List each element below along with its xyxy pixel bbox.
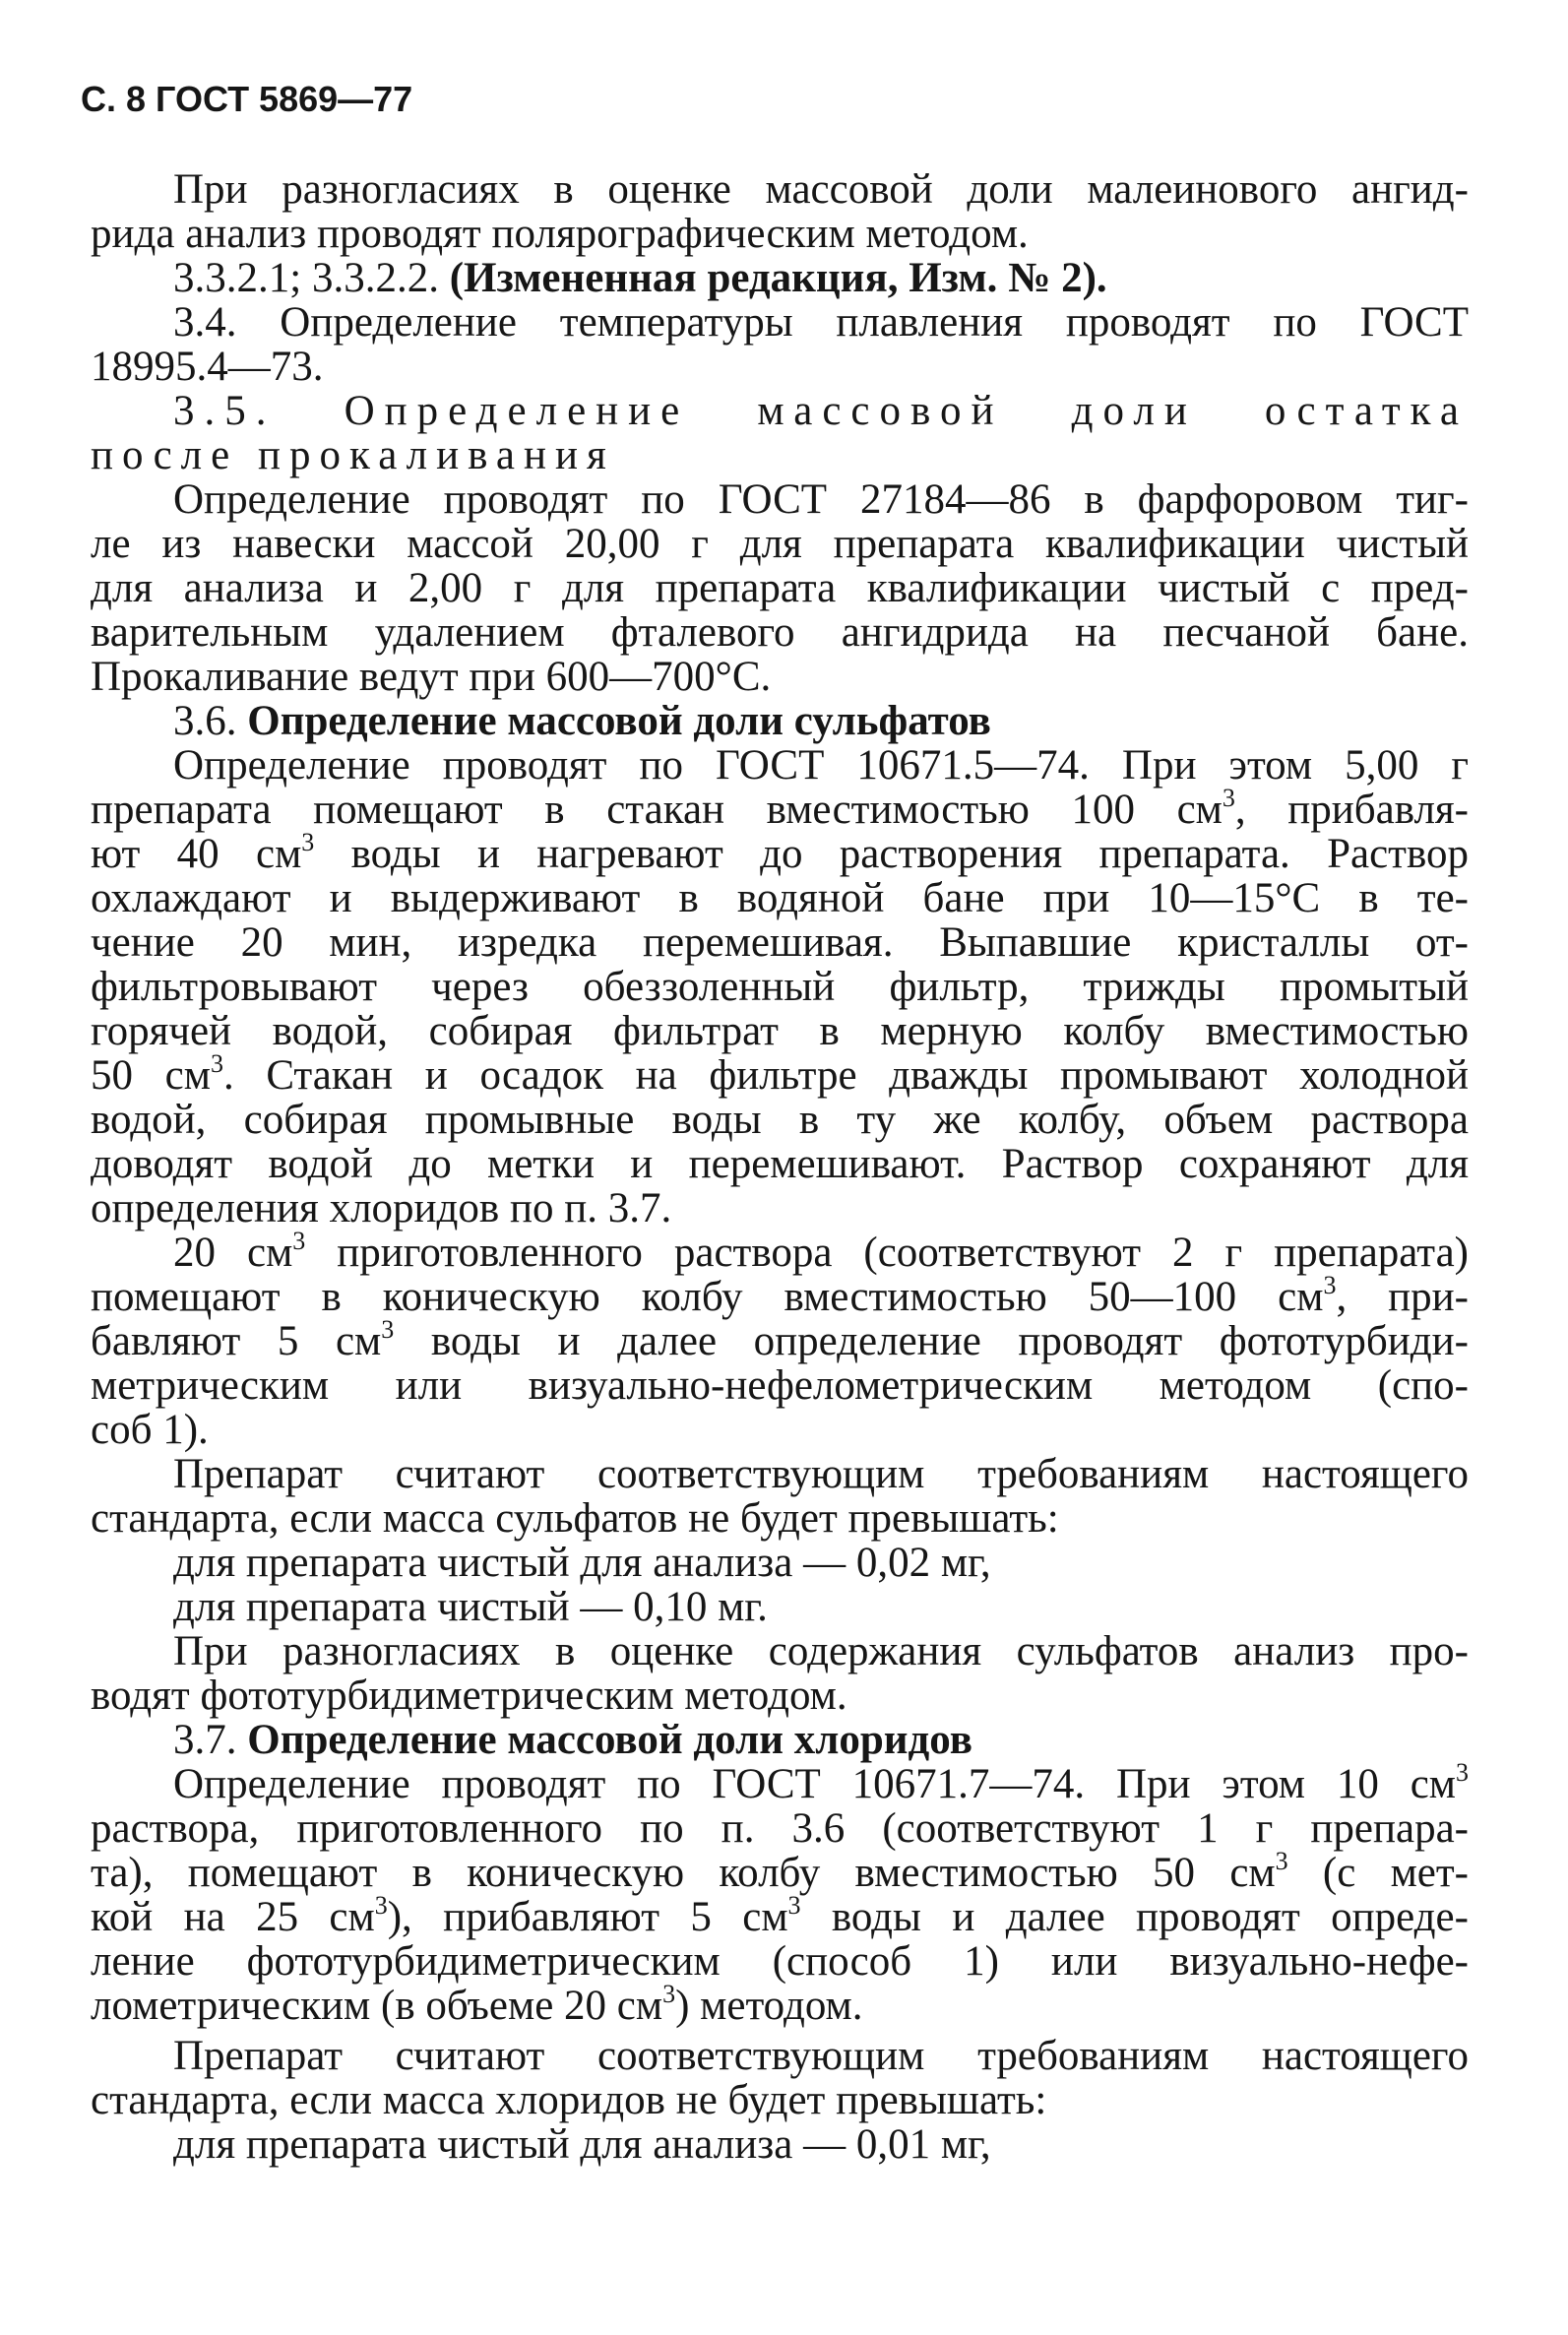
text-line (91, 920, 1469, 965)
line-text: ле из навески массой 20,00 г для препарата квалификации чистый (91, 521, 1469, 567)
text-line (91, 2078, 1469, 2122)
text-line (91, 2034, 1469, 2078)
text-line (91, 300, 1469, 345)
line-text: чение 20 мин, изредка перемешивая. Выпавшие кристаллы от- (91, 919, 1469, 966)
text-line (91, 433, 1469, 477)
line-text: определения хлоридов по п. 3.7. (91, 1185, 672, 1231)
text-line: Определение проводят по ГОСТ 10671.7—74. При этом 10 $см^3$ (173, 1757, 1469, 1807)
line-text: варительным удалением фталевого ангидрида на песчаной бане. (91, 609, 1469, 656)
line-text: 18995.4—73. (91, 344, 324, 390)
text-line (91, 965, 1469, 1009)
line-text: стандарта, если масса хлоридов не будет превышать: (91, 2077, 1047, 2123)
text-line (91, 167, 1469, 212)
text-line (91, 1408, 1469, 1452)
line-text: ление фототурбидиметрическим (способ 1) или визуально-нефе- (91, 1938, 1469, 1985)
line-text: При разногласиях в оценке массовой доли малеинового ангид- (173, 166, 1469, 213)
text-line (91, 256, 1469, 300)
line-text: после прокаливания (91, 432, 615, 478)
line-text: 3.7. (173, 1717, 248, 1763)
line-text: раствора, приготовленного по п. 3.6 (соответствуют 1 г препара- (91, 1805, 1469, 1852)
line-text: соб 1). (91, 1407, 209, 1453)
line-text: метрическим или визуально-нефелометрическим методом (спо- (91, 1362, 1469, 1409)
text-line: помещают в коническую колбу вместимостью 50—100 $см^3$, при- (91, 1270, 1470, 1320)
text-line (91, 1009, 1469, 1053)
text-line (91, 743, 1469, 788)
text-line (91, 876, 1469, 920)
text-line (91, 212, 1469, 256)
text-line (91, 699, 1469, 743)
line-text: При разногласиях в оценке содержания сульфатов анализ про- (173, 1628, 1469, 1674)
line-text: для препарата чистый для анализа — 0,01 мг, (173, 2121, 991, 2168)
text-line (91, 477, 1469, 522)
text-line (91, 1142, 1469, 1186)
text-line (91, 1718, 1469, 1762)
line-text: водят фототурбидиметрическим методом. (91, 1672, 847, 1719)
text-line: 50 $см^3$. Стакан и осадок на фильтре дважды промывают холодной (91, 1048, 1470, 1099)
text-line (91, 1496, 1469, 1541)
bold-heading: Определение массовой доли хлоридов (247, 1717, 972, 1763)
text-line (91, 345, 1469, 389)
text-line: 20 $см^3$ приготовленного раствора (соответствуют 2 г препарата) (173, 1226, 1470, 1276)
line-text: 3.4. Определение температуры плавления проводят по ГОСТ (173, 299, 1469, 346)
text-line (91, 1629, 1469, 1673)
line-text: стандарта, если масса сульфатов не будет превышать: (91, 1495, 1059, 1542)
text-line (91, 1363, 1469, 1408)
line-text: для анализа и 2,00 г для препарата квалификации чистый с пред- (91, 565, 1469, 611)
text-line: препарата помещают в стакан вместимостью 100 $см^3$, прибавля- (91, 783, 1470, 833)
line-text: 3.6. (173, 698, 248, 744)
line-text: Определение проводят по ГОСТ 10671.5—74. При этом 5,00 г (173, 742, 1469, 789)
document-body (91, 167, 1469, 2167)
text-line (91, 655, 1469, 699)
text-line (91, 1541, 1469, 1585)
bold-heading: Определение массовой доли сульфатов (247, 698, 991, 744)
text-line: та), помещают в коническую колбу вместимостью 50 $см^3$ (с мет- (91, 1846, 1469, 1896)
text-line: ют 40 $см^3$ воды и нагревают до растворения препарата. Раствор (91, 827, 1469, 877)
text-line: бавляют 5 $см^3$ воды и далее определение проводят фототурбиди- (91, 1314, 1469, 1364)
page-header: С. 8 ГОСТ 5869—77 (81, 79, 413, 119)
line-text: Прокаливание ведут при 600—700°С. (91, 654, 772, 700)
line-text: 3.5. Определение массовой доли остатка (173, 388, 1469, 434)
text-line (91, 1186, 1469, 1231)
line-text: для препарата чистый для анализа — 0,02 мг, (173, 1540, 991, 1586)
line-text: Препарат считают соответствующим требованиям настоящего (173, 1451, 1469, 1497)
line-text: горячей водой, собирая фильтрат в мерную колбу вместимостью (91, 1008, 1469, 1054)
line-text: охлаждают и выдерживают в водяной бане при 10—15°С в те- (91, 875, 1469, 921)
text-line (91, 610, 1469, 655)
text-line (91, 1806, 1469, 1851)
text-line (91, 1585, 1469, 1629)
text-line (91, 1098, 1469, 1142)
text-line (91, 1939, 1469, 1984)
line-text: Препарат считают соответствующим требованиям настоящего (173, 2033, 1469, 2079)
text-line (91, 1452, 1469, 1496)
text-line (91, 566, 1469, 610)
line-text: Определение проводят по ГОСТ 27184—86 в фарфоровом тиг- (173, 476, 1469, 523)
line-text: доводят водой до метки и перемешивают. Раствор сохраняют для (91, 1141, 1469, 1187)
bold-heading: (Измененная редакция, Изм. № 2). (449, 255, 1107, 301)
text-line: кой на 25 $см^3$), прибавляют 5 $см^3$ воды и далее проводят опреде- (91, 1890, 1469, 1940)
text-line (91, 522, 1469, 566)
line-text: рида анализ проводят полярографическим методом. (91, 211, 1029, 257)
text-line: лометрическим (в объеме 20 $см^3$) методом. (91, 1979, 863, 2029)
text-line (91, 2122, 1469, 2167)
line-text: водой, собирая промывные воды в ту же колбу, объем раствора (91, 1097, 1469, 1143)
text-line (91, 1673, 1469, 1718)
line-text: 3.3.2.1; 3.3.2.2. (173, 255, 450, 301)
text-line (91, 389, 1469, 433)
line-text: фильтровывают через обеззоленный фильтр, трижды промытый (91, 964, 1469, 1010)
line-text: для препарата чистый — 0,10 мг. (173, 1584, 768, 1630)
